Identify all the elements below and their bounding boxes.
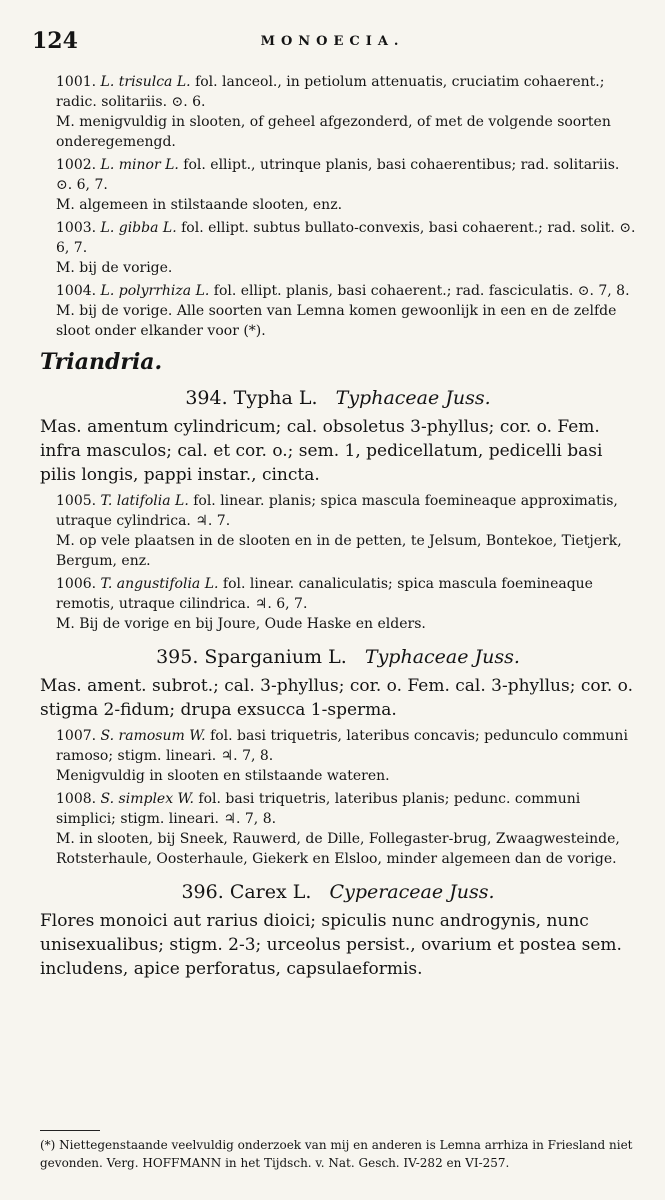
entry-number: 1008. bbox=[56, 791, 97, 807]
genus-heading-carex bbox=[40, 879, 636, 905]
footnote-rule bbox=[40, 1130, 100, 1131]
entry-number: 1001. bbox=[56, 74, 97, 90]
species-name: T. angustifolia L. bbox=[100, 576, 219, 592]
page-number: 124 bbox=[32, 28, 78, 54]
species-description: fol. basi triquetris, lateribus concavis; pedunculo communi ramoso; stigm. lineari. ♃. 7, 8. bbox=[56, 728, 628, 764]
family-name: Typhaceae Juss. bbox=[335, 387, 491, 409]
species-description: fol. ellipt. subtus bullato-convexis, basi cohaerent.; rad. solit. ⊙. 6, 7. bbox=[56, 220, 636, 256]
species-entry-1007 bbox=[40, 726, 636, 786]
page-header bbox=[32, 28, 633, 56]
species-description: fol. lanceol., in petiolum attenuatis, cruciatim cohaerent.; radic. solitariis. ⊙. 6. bbox=[56, 74, 605, 110]
species-entry-1002 bbox=[40, 155, 636, 215]
species-name: L. gibba L. bbox=[100, 220, 177, 236]
locality-note: M. bij de vorige. bbox=[56, 260, 173, 276]
genus-description-carex: Flores monoici aut rarius dioici; spiculis nunc androgynis, nunc unisexualibus; stigm. 2-3; urceolus persist., ovarium et postea sem. includens, apice perforatus, capsulaeformis. bbox=[40, 911, 622, 979]
species-entry-1008 bbox=[40, 789, 636, 869]
species-description: fol. linear. planis; spica mascula foemineaque approximatis, utraque cylindrica. ♃. 7. bbox=[56, 493, 618, 529]
locality-note: M. op vele plaatsen in de slooten en in de petten, te Jelsum, Bontekoe, Tietjerk, Bergum, enz. bbox=[56, 533, 622, 569]
running-title: MONOECIA. bbox=[260, 34, 405, 49]
entry-number: 1005. bbox=[56, 493, 97, 509]
species-description: fol. ellipt. planis, basi cohaerent.; rad. fasciculatis. ⊙. 7, 8. bbox=[213, 283, 630, 299]
entry-number: 1002. bbox=[56, 157, 97, 173]
species-entry-1003 bbox=[40, 218, 636, 278]
species-name: L. polyrrhiza L. bbox=[100, 283, 210, 299]
genus-name: 395. Sparganium L. bbox=[156, 646, 347, 668]
locality-note: M. Bij de vorige en bij Joure, Oude Haske en elders. bbox=[56, 616, 426, 632]
footnote: (*) Niettegenstaande veelvuldig onderzoek van mij en anderen is Lemna arrhiza in Friesland niet gevonden. Verg. HOFFMANN in het Tijdsch. v. Nat. Gesch. IV-282 en VI-257. bbox=[40, 1138, 633, 1170]
locality-note: Menigvuldig in slooten en stilstaande wateren. bbox=[56, 768, 390, 784]
page-body bbox=[40, 72, 636, 985]
species-entry-1004 bbox=[40, 281, 636, 341]
genus-name: 394. Typha L. bbox=[185, 387, 318, 409]
locality-note: M. bij de vorige. Alle soorten van Lemna komen gewoonlijk in een en de zelfde sloot onder elkander voor (*). bbox=[56, 303, 617, 339]
species-description: fol. basi triquetris, lateribus planis; pedunc. communi simplici; stigm. lineari. ♃. 7, 8. bbox=[56, 791, 581, 827]
genus-name: 396. Carex L. bbox=[181, 881, 312, 903]
species-entry-1001 bbox=[40, 72, 636, 152]
species-entry-1005 bbox=[40, 491, 636, 571]
species-name: L. minor L. bbox=[100, 157, 179, 173]
species-description: fol. linear. canaliculatis; spica mascula foemineaque remotis, utraque cilindrica. ♃. 6, 7. bbox=[56, 576, 593, 612]
genus-description-sparganium: Mas. ament. subrot.; cal. 3-phyllus; cor. o. Fem. cal. 3-phyllus; cor. o. stigma 2-fidum; drupa exsucca 1-sperma. bbox=[40, 676, 633, 720]
family-name: Typhaceae Juss. bbox=[364, 646, 520, 668]
species-name: S. ramosum W. bbox=[100, 728, 206, 744]
genus-heading-sparganium bbox=[40, 644, 636, 670]
entry-number: 1003. bbox=[56, 220, 97, 236]
species-name: T. latifolia L. bbox=[100, 493, 189, 509]
genus-heading-typha bbox=[40, 385, 636, 411]
entry-number: 1004. bbox=[56, 283, 97, 299]
species-name: L. trisulca L. bbox=[100, 74, 191, 90]
genus-description-typha: Mas. amentum cylindricum; cal. obsoletus 3-phyllus; cor. o. Fem. infra masculos; cal. et cor. o.; sem. 1, pedicellatum, pedicelli basi pilis longis, pappi instar., cincta. bbox=[40, 417, 603, 485]
locality-note: M. menigvuldig in slooten, of geheel afgezonderd, of met de volgende soorten onderegemengd. bbox=[56, 114, 611, 150]
species-description: fol. ellipt., utrinque planis, basi cohaerentibus; rad. solitariis. ⊙. 6, 7. bbox=[56, 157, 620, 193]
locality-note: M. in slooten, bij Sneek, Rauwerd, de Dille, Follegaster-brug, Zwaagwesteinde, Rotsterhaule, Oosterhaule, Giekerk en Elsloo, minder algemeen dan de vorige. bbox=[56, 831, 620, 867]
entry-number: 1006. bbox=[56, 576, 97, 592]
species-name: S. simplex W. bbox=[100, 791, 194, 807]
entry-number: 1007. bbox=[56, 728, 97, 744]
locality-note: M. algemeen in stilstaande slooten, enz. bbox=[56, 197, 343, 213]
species-entry-1006 bbox=[40, 574, 636, 634]
family-name: Cyperaceae Juss. bbox=[329, 881, 495, 903]
section-title-triandria: Triandria. bbox=[40, 349, 163, 375]
